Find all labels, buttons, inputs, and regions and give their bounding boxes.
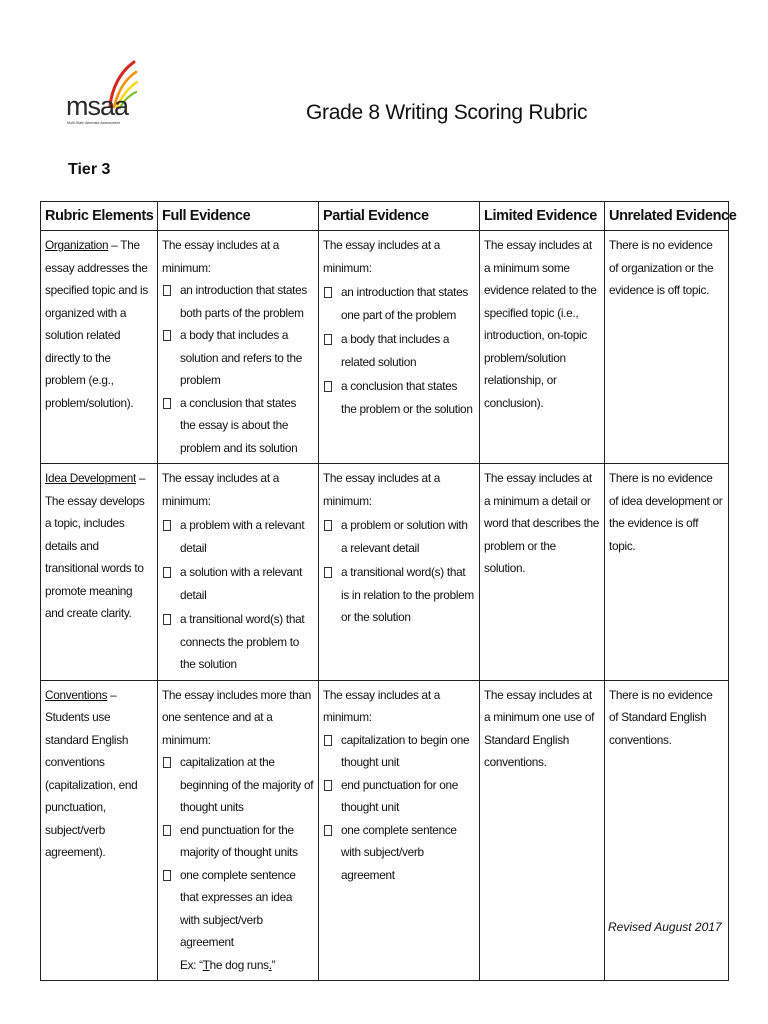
row-conventions — [41, 680, 729, 981]
bullet-item: a body that includes a solution and refers to the problem — [162, 324, 314, 392]
header-full-evidence: Full Evidence — [158, 202, 319, 231]
full-evidence-cell — [158, 680, 319, 981]
page-title: Grade 8 Writing Scoring Rubric — [306, 101, 588, 124]
cell-intro: The essay includes at a minimum: — [162, 471, 280, 508]
limited-evidence-cell: The essay includes at a minimum a detail or word that describes the problem or the solution. — [480, 464, 605, 681]
cell-intro: The essay includes at a minimum: — [323, 471, 441, 508]
header-limited-evidence: Limited Evidence — [480, 202, 605, 231]
element-description: – The essay develops a topic, includes details and transitional words to promote meaning and create clarity. — [45, 471, 146, 620]
partial-evidence-cell — [319, 231, 480, 464]
bullet-item: a problem or solution with a relevant detail — [323, 514, 475, 559]
limited-evidence-cell: The essay includes at a minimum one use of Standard English conventions. — [480, 680, 605, 981]
rubric-table — [40, 201, 737, 981]
bullet-item: capitalization to begin one thought unit — [323, 729, 475, 774]
element-cell — [41, 680, 158, 981]
bullet-item: a transitional word(s) that is in relation to the problem or the solution — [323, 561, 475, 629]
header-unrelated-evidence: Unrelated Evidence — [605, 202, 729, 231]
element-name: Organization — [45, 238, 109, 252]
cell-intro: The essay includes more than one sentence and at a minimum: — [162, 687, 311, 747]
logo-wordmark: msaa — [66, 91, 129, 121]
unrelated-evidence-cell: There is no evidence of organization or the evidence is off topic. — [605, 231, 729, 464]
cell-intro: The essay includes at a minimum: — [162, 238, 280, 275]
limited-evidence-cell: The essay includes at a minimum some evidence related to the specified topic (i.e., introduction, on-topic problem/solution relationship, or conclusion). — [480, 231, 605, 464]
bullet-item: one complete sentence with subject/verb agreement — [323, 819, 475, 887]
logo-tagline: Multi-State Alternate Assessment — [67, 121, 120, 125]
partial-evidence-cell — [319, 680, 480, 981]
header-row — [41, 202, 729, 231]
row-idea-development — [41, 464, 729, 681]
element-cell — [41, 464, 158, 681]
element-name: Idea Development — [45, 471, 136, 485]
row-organization — [41, 231, 729, 464]
bullet-item: one complete sentence that expresses an idea with subject/verb agreement — [162, 864, 314, 954]
bullet-item: an introduction that states both parts of the problem — [162, 279, 314, 324]
tier-label: Tier 3 — [68, 161, 111, 178]
element-name: Conventions — [45, 687, 108, 702]
header-partial-evidence: Partial Evidence — [319, 202, 480, 231]
full-evidence-cell — [158, 464, 319, 681]
cell-intro: The essay includes at a minimum: — [323, 687, 441, 724]
bullet-item: end punctuation for the majority of thought units — [162, 819, 314, 864]
bullet-item: capitalization at the beginning of the majority of thought units — [162, 751, 314, 819]
header-rubric-elements: Rubric Elements — [41, 202, 158, 231]
partial-evidence-cell — [319, 464, 480, 681]
bullet-item: a conclusion that states the problem or the solution — [323, 375, 475, 420]
bullet-item: a problem with a relevant detail — [162, 514, 314, 559]
bullet-item: a conclusion that states the essay is about the problem and its solution — [162, 392, 314, 460]
bullet-item: end punctuation for one thought unit — [323, 774, 475, 819]
full-evidence-cell — [158, 231, 319, 464]
bullet-item: a solution with a relevant detail — [162, 561, 314, 606]
unrelated-evidence-cell: There is no evidence of idea development or the evidence is off topic. — [605, 464, 729, 681]
element-cell — [41, 231, 158, 464]
msaa-logo — [66, 58, 142, 128]
bullet-item: a body that includes a related solution — [323, 328, 475, 373]
unrelated-evidence-cell: There is no evidence of Standard English conventions. — [605, 680, 729, 981]
bullet-item: a transitional word(s) that connects the problem to the solution — [162, 608, 314, 676]
cell-intro: The essay includes at a minimum: — [323, 238, 441, 275]
example-sentence: Ex: “The dog runs.” — [180, 957, 276, 972]
element-description: – The essay addresses the specified topic and is organized with a solution related directly to the problem (e.g., problem/solution). — [45, 238, 148, 410]
revised-date: Revised August 2017 — [608, 920, 722, 934]
element-description: – Students use standard English conventions (capitalization, end punctuation, subject/verb agreement). — [45, 687, 138, 859]
bullet-item: an introduction that states one part of the problem — [323, 281, 475, 326]
